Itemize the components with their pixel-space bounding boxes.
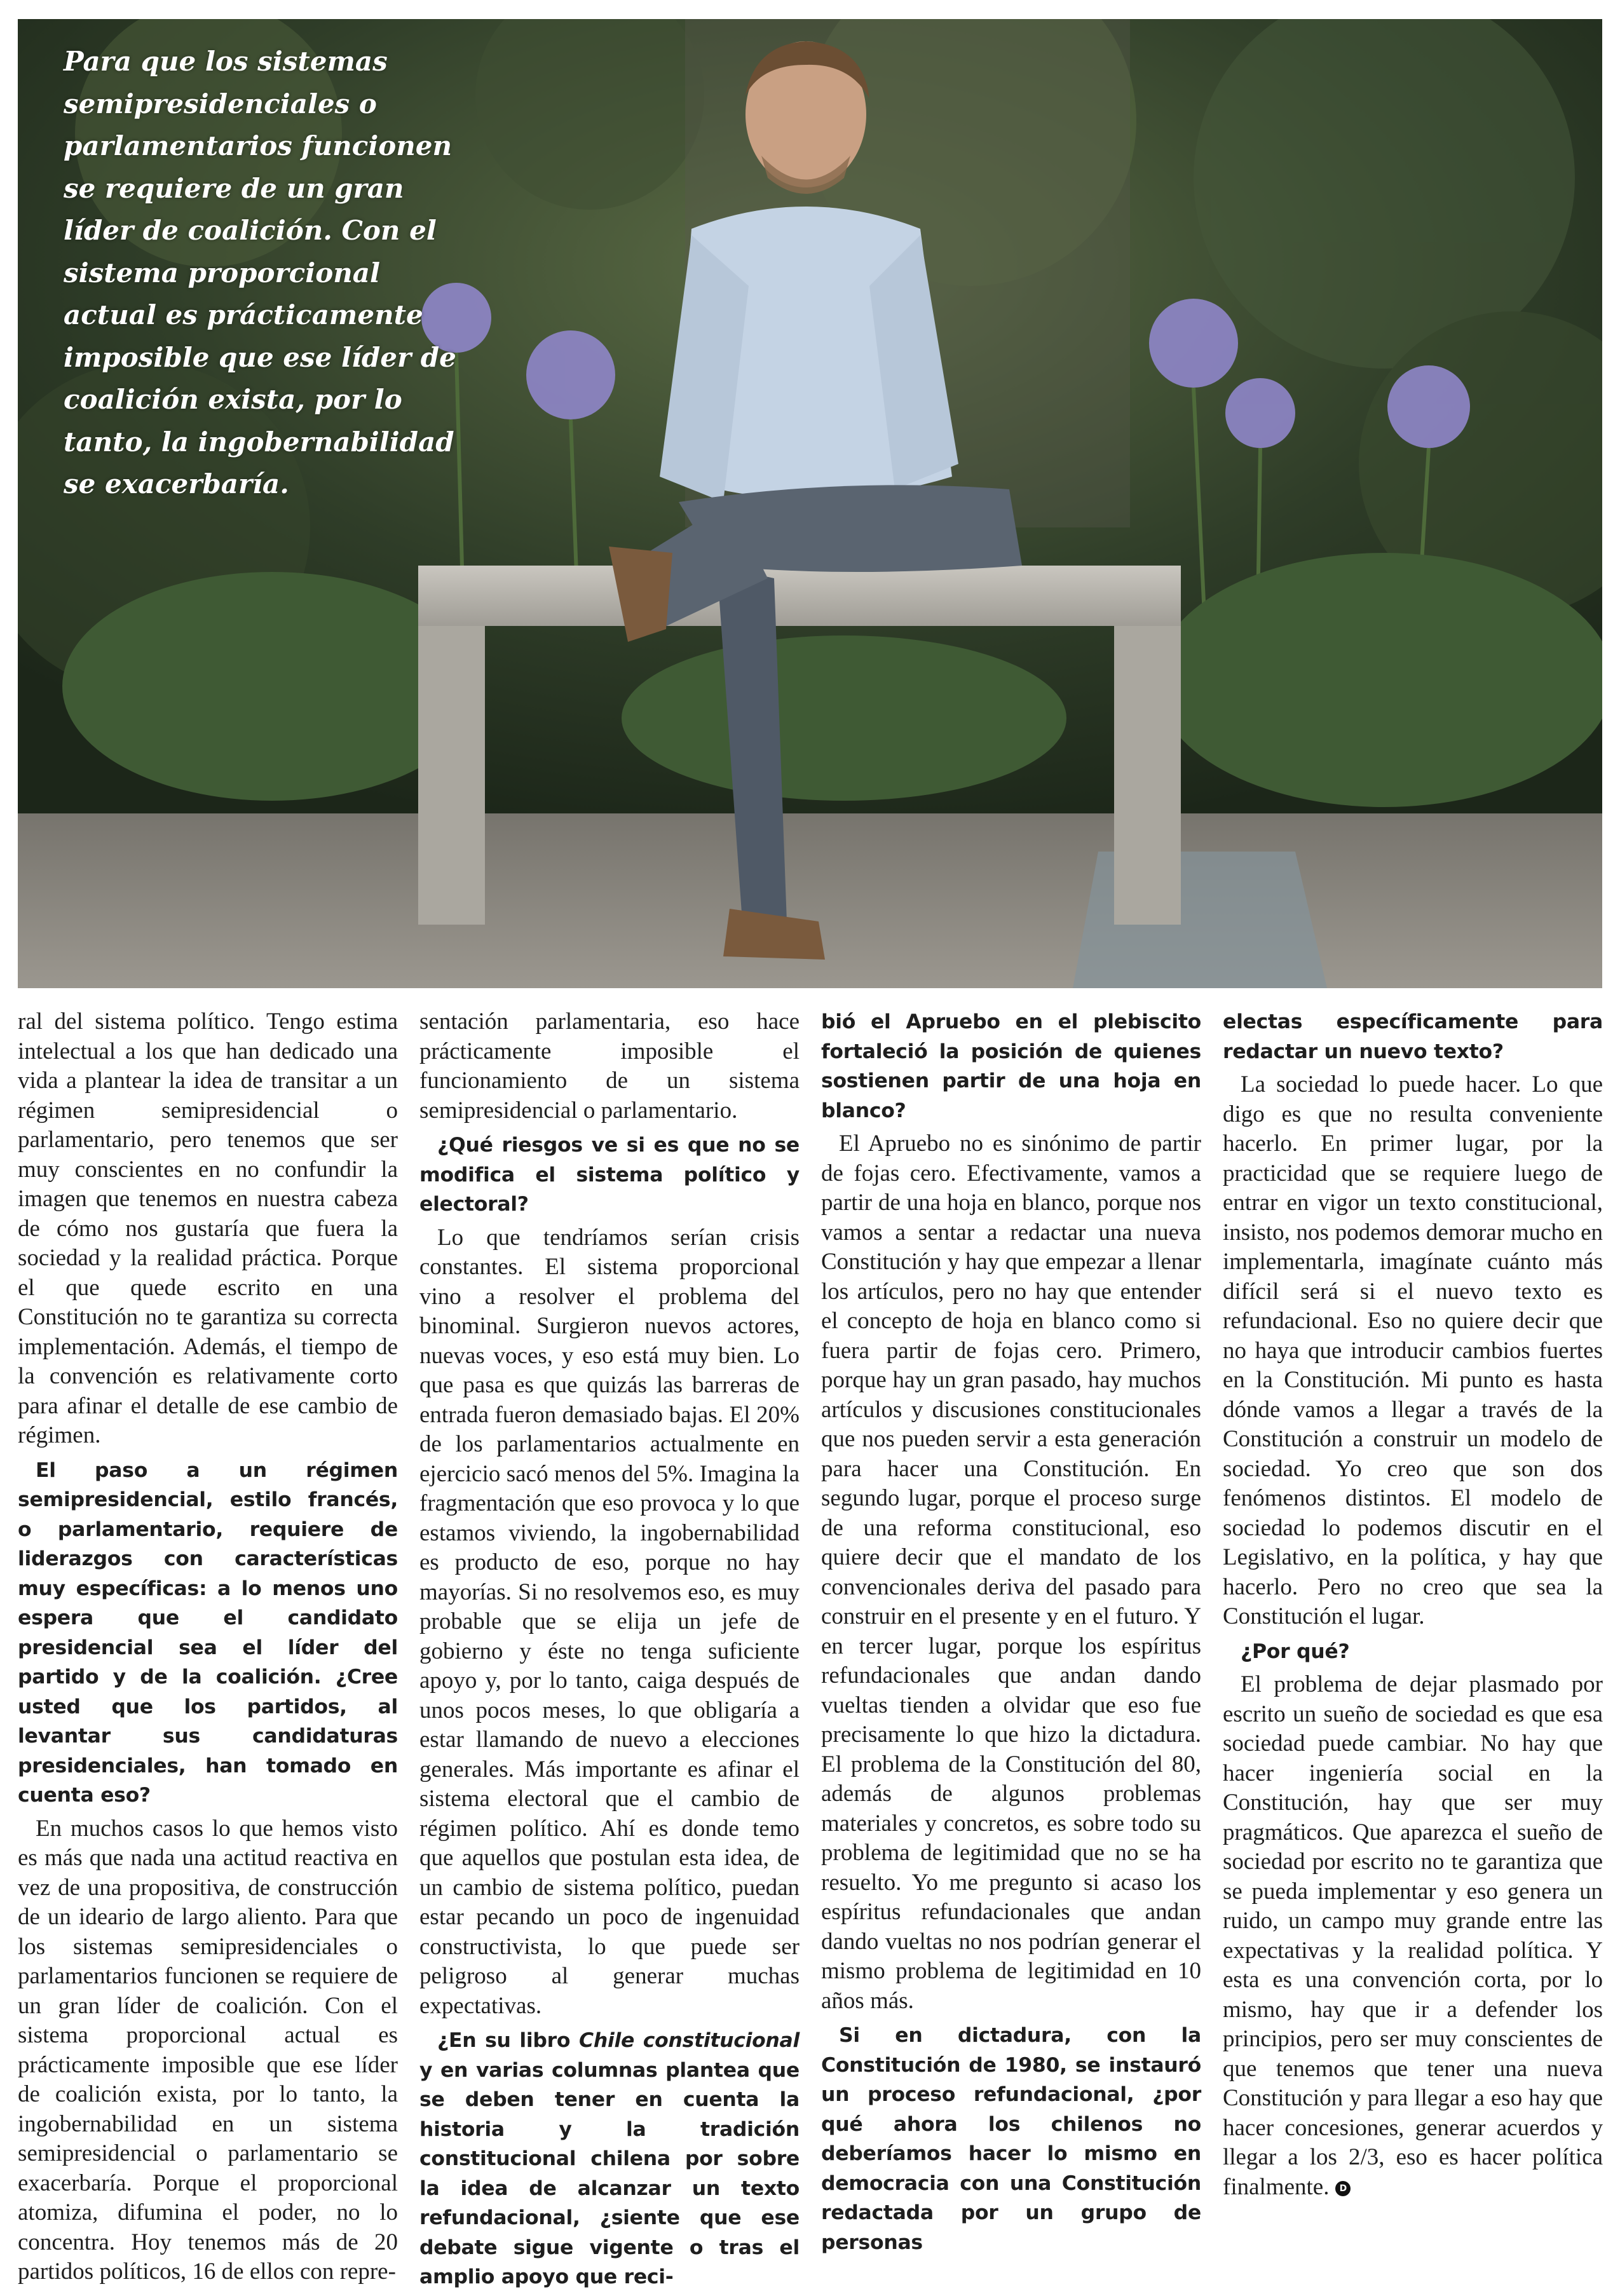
answer-text: El problema de dejar plasmado por escrito un sueño de sociedad es que esa sociedad puede cambiar. No hay que hacer ingeniería social en la Constitución, hay que ser muy pragmáticos. Que aparezca el sueño de sociedad por escrito no te garantiza que se pueda implementar y eso genera un ruido, un campo muy grande entre las expectativas y la realidad política. Y esta es una convención corta, por lo mismo, hay que ir a defender los principios, pero ser muy conscientes de que tenemos que tener una nueva Constitución y para llegar a eso hay que hacer concesiones, generar acuerdos y llegar a los 2/3, eso es hacer política finalmente.	[1223, 1671, 1603, 2200]
question-text: y en varias columnas plantea que se deben tener en cuenta la historia y la tradición constitucional chilena por sobre la idea de alcanzar un texto refundacional, ¿siente que ese debate sigue vigente o tras el amplio apoyo que reci-	[419, 2058, 800, 2288]
answer-paragraph: sentación parlamentaria, eso hace prácticamente imposible el funcionamiento de un sistema semipresidencial o parlamentario.	[419, 1009, 800, 1124]
question-text: ¿En su libro	[437, 2029, 580, 2052]
question-paragraph: Si en dictadura, con la Constitución de 1980, se instauró un proceso refundacional, ¿por qué ahora los chilenos no deberíamos hacer lo mismo en democracia con una Constitución redactada por un grupo de personas	[821, 2024, 1201, 2254]
pull-quote: Para que los sistemas semipresidenciales o parlamentarios funcionen se requiere de un gran líder de coalición. Con el sistema proporcional actual es prácticamente imposible que ese líder de coalición exista, por lo tanto, la ingobernabilidad se exacerbaría.	[64, 46, 456, 499]
book-title: Chile constitucional	[579, 2029, 800, 2052]
portrait-photo	[18, 19, 1602, 988]
answer-paragraph: En muchos casos lo que hemos visto es más que nada una actitud reactiva en vez de una propositiva, de construcción de un ideario de largo aliento. Para que los sistemas semipresidenciales o parlamentarios funcionen se requiere de un gran líder de coalición. Con el sistema proporcional actual es prácticamente imposible que ese líder de coalición exista, por lo tanto, la ingobernabilidad en un sistema semipresidencial o parlamentario se exacerbaría. Porque el proporcional atomiza, difumina el poder, no lo concentra. Hoy tenemos más de 20 partidos políticos, 16 de ellos con repre-	[18, 1815, 398, 2285]
answer-paragraph: La sociedad lo puede hacer. Lo que digo es que no resulta conveniente hacerlo. En primer lugar, por la practicidad que se requiere luego de entrar en vigor un texto constitucional, insisto, nos podemos demorar mucho en implementarla, imagínate cuánto más difícil será si el nuevo texto es refundacional. Eso no quiere decir que no haya que introducir cambios fuertes en la Constitución. Mi punto es hasta dónde vamos a llegar a través de la Constitución a construir un modelo de sociedad. Yo creo que son dos fenómenos distintos. El modelo de sociedad lo podemos discutir en el Legislativo, en la política, y hay que hacerlo. Pero no creo que sea la Constitución el lugar.	[1223, 1071, 1603, 1629]
question-paragraph: bió el Apruebo en el plebiscito fortaleció la posición de quienes sostienen partir de una hoja en blanco?	[821, 1010, 1201, 1122]
question-paragraph: ¿Por qué?	[1241, 1640, 1350, 1663]
text-column-3	[821, 1007, 1201, 2261]
end-of-article-icon: D	[1335, 2181, 1351, 2196]
answer-paragraph	[1223, 1670, 1603, 2202]
answer-paragraph: El Apruebo no es sinónimo de partir de fojas cero. Efectivamente, vamos a partir de una hoja en blanco, porque nos vamos a sentar a redactar una nueva Constitución y hay que empezar a llenar los artículos, pero no hay que entender el concepto de hoja en blanco como si fuera partir de fojas cero. Primero, porque hay un gran pasado, hay muchos artículos y discusiones constitucionales que nos pueden servir a esta generación para hacer una Constitución. En segundo lugar, porque el proceso surge de una reforma constitucional, eso quiere decir que el mandato de los convencionales deriva del pasado para construir en el presente y en el futuro. Y en tercer lugar, porque los espíritus refundacionales que andan dando vueltas tienden a olvidar que eso fue precisamente lo que hizo la dictadura. El problema de la Constitución del 80, además de algunos problemas materiales y concretos, es sobre todo su problema de legitimidad que no se ha resuelto. Yo me pregunto si acaso los espíritus refundacionales que andan dando vueltas no nos podrían generar el mismo problema de legitimidad en 10 años más.	[821, 1131, 1201, 2014]
question-paragraph	[419, 2026, 800, 2292]
answer-paragraph: Lo que tendríamos serían crisis constantes. El sistema proporcional vino a resolver el problema del binominal. Surgieron nuevos actores, nuevas voces, y eso está muy bien. Lo que pasa es que quizás las barreras de entrada fueron demasiado bajas. El 20% de los parlamentarios actualmente en ejercicio sacó menos del 5%. Imagina la fragmentación que eso provoca y lo que estamos viviendo, la ingobernabilidad es producto de eso, porque no hay mayorías. Si no resolvemos eso, es muy probable que se elija un jefe de gobierno y éste no tenga suficiente apoyo y, por lo tanto, caiga después de unos pocos meses, lo que obligaría a estar llamando de nuevo a elecciones generales. Más importante es afinar el sistema electoral que el cambio de régimen político. Ahí es donde temo que aquellos que postulan esta idea, de un cambio de sistema político, puedan estar pecando un poco de ingenuidad constructivista, lo que puede ser peligroso al generar muchas expectativas.	[419, 1224, 800, 2019]
question-paragraph: El paso a un régimen semipresidencial, estilo francés, o parlamentario, requiere de liderazgos con características muy específicas: a lo menos uno espera que el candidato presidencial sea el líder del partido y de la coalición. ¿Cree usted que los partidos, al levantar sus candidaturas presidenciales, han tomado en cuenta eso?	[18, 1458, 398, 1807]
text-column-1	[18, 1007, 398, 2291]
answer-paragraph: ral del sistema político. Tengo estima intelectual a los que han dedicado una vida a plantear la idea de transitar a un régimen semipresidencial o parlamentario, pero tenemos que ser muy conscientes en no confundir la imagen que tenemos en nuestra cabeza de cómo nos gustaría que fuera la sociedad y la realidad práctica. Porque el que quede escrito en una Constitución no te garantiza su correcta implementación. Además, el tiempo de la convención es relativamente corto para afinar el detalle de ese cambio de régimen.	[18, 1009, 398, 1448]
question-paragraph: ¿Qué riesgos ve si es que no se modifica el sistema político y electoral?	[419, 1134, 800, 1216]
text-column-4	[1223, 1007, 1603, 2206]
text-column-2	[419, 1007, 800, 2296]
question-paragraph: electas específicamente para redactar un nuevo texto?	[1223, 1010, 1603, 1063]
